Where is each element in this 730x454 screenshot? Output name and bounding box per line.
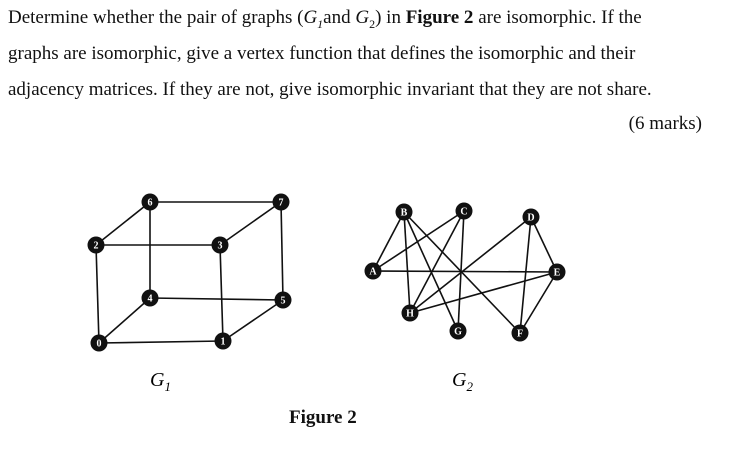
g1-vertex-label-1: 1	[220, 336, 226, 348]
marks-label: (6 marks)	[628, 113, 702, 134]
g1-edge-0-2	[96, 245, 99, 343]
figure-caption: Figure 2	[289, 407, 357, 428]
g1-edge-0-4	[99, 298, 150, 343]
g2-edge-A-E	[373, 271, 557, 272]
g1-edge-1-5	[223, 300, 283, 341]
g1-edge-2-6	[96, 202, 150, 245]
g1-vertex-label-7: 7	[278, 197, 284, 209]
g2-vertex-label-B: B	[400, 207, 408, 219]
g2-edge-A-B	[373, 212, 404, 271]
g1-letter: G	[303, 7, 318, 28]
g2-vertex-label-A: A	[369, 266, 377, 278]
g2-subscript: 2	[369, 16, 376, 31]
graph-g1-edges	[93, 202, 283, 343]
question-line-2: graphs are isomorphic, give a vertex function that defines the isomorphic and their	[8, 43, 636, 64]
g2-edge-D-E	[531, 217, 557, 272]
figure-reference: Figure 2	[405, 7, 474, 28]
question-line-1-in: ) in	[375, 7, 406, 28]
g2-vertex-label-G: G	[454, 326, 462, 338]
g2-graph-label-letter: G	[452, 369, 467, 391]
g1-edge-0-1	[99, 341, 223, 343]
g2-edge-D-F	[520, 217, 531, 333]
g1-edge-4-5	[150, 298, 283, 300]
g1-subscript: 1	[317, 16, 324, 31]
g1-vertex-label-5: 5	[280, 295, 286, 307]
g2-edge-A-C	[373, 211, 464, 271]
g1-edge-1-3	[220, 245, 223, 341]
question-line-1-and: and	[323, 7, 356, 28]
graph-g2-edges	[373, 211, 557, 333]
graph-g1-vertices	[88, 194, 292, 352]
question-line-1-start: Determine whether the pair of graphs (	[8, 7, 304, 28]
g2-vertex-label-F: F	[516, 328, 524, 340]
g1-graph-label	[150, 369, 171, 394]
question-line-1-end: are isomorphic. If the	[473, 7, 642, 28]
g2-vertex-label-D: D	[527, 212, 535, 224]
g1-vertex-label-2: 2	[93, 240, 99, 252]
g2-vertex-label-E: E	[553, 267, 561, 279]
g2-letter: G	[355, 7, 370, 28]
g1-graph-label-letter: G	[150, 369, 165, 391]
g1-vertex-label-4: 4	[147, 293, 153, 305]
g1-edge-3-7	[220, 202, 281, 245]
g1-edge-5-7	[281, 202, 283, 300]
g1-vertex-label-0: 0	[96, 338, 102, 350]
g1-graph-label-subscript: 1	[164, 379, 171, 394]
g2-graph-label	[452, 369, 473, 394]
question-line-3: adjacency matrices. If they are not, give isomorphic invariant that they are not share.	[8, 79, 652, 100]
g2-vertex-label-C: C	[460, 206, 468, 218]
g2-vertex-label-H: H	[406, 308, 414, 320]
g2-graph-label-subscript: 2	[466, 379, 473, 394]
g2-edge-B-H	[404, 212, 410, 313]
g1-vertex-label-6: 6	[147, 197, 153, 209]
g1-vertex-label-3: 3	[217, 240, 223, 252]
